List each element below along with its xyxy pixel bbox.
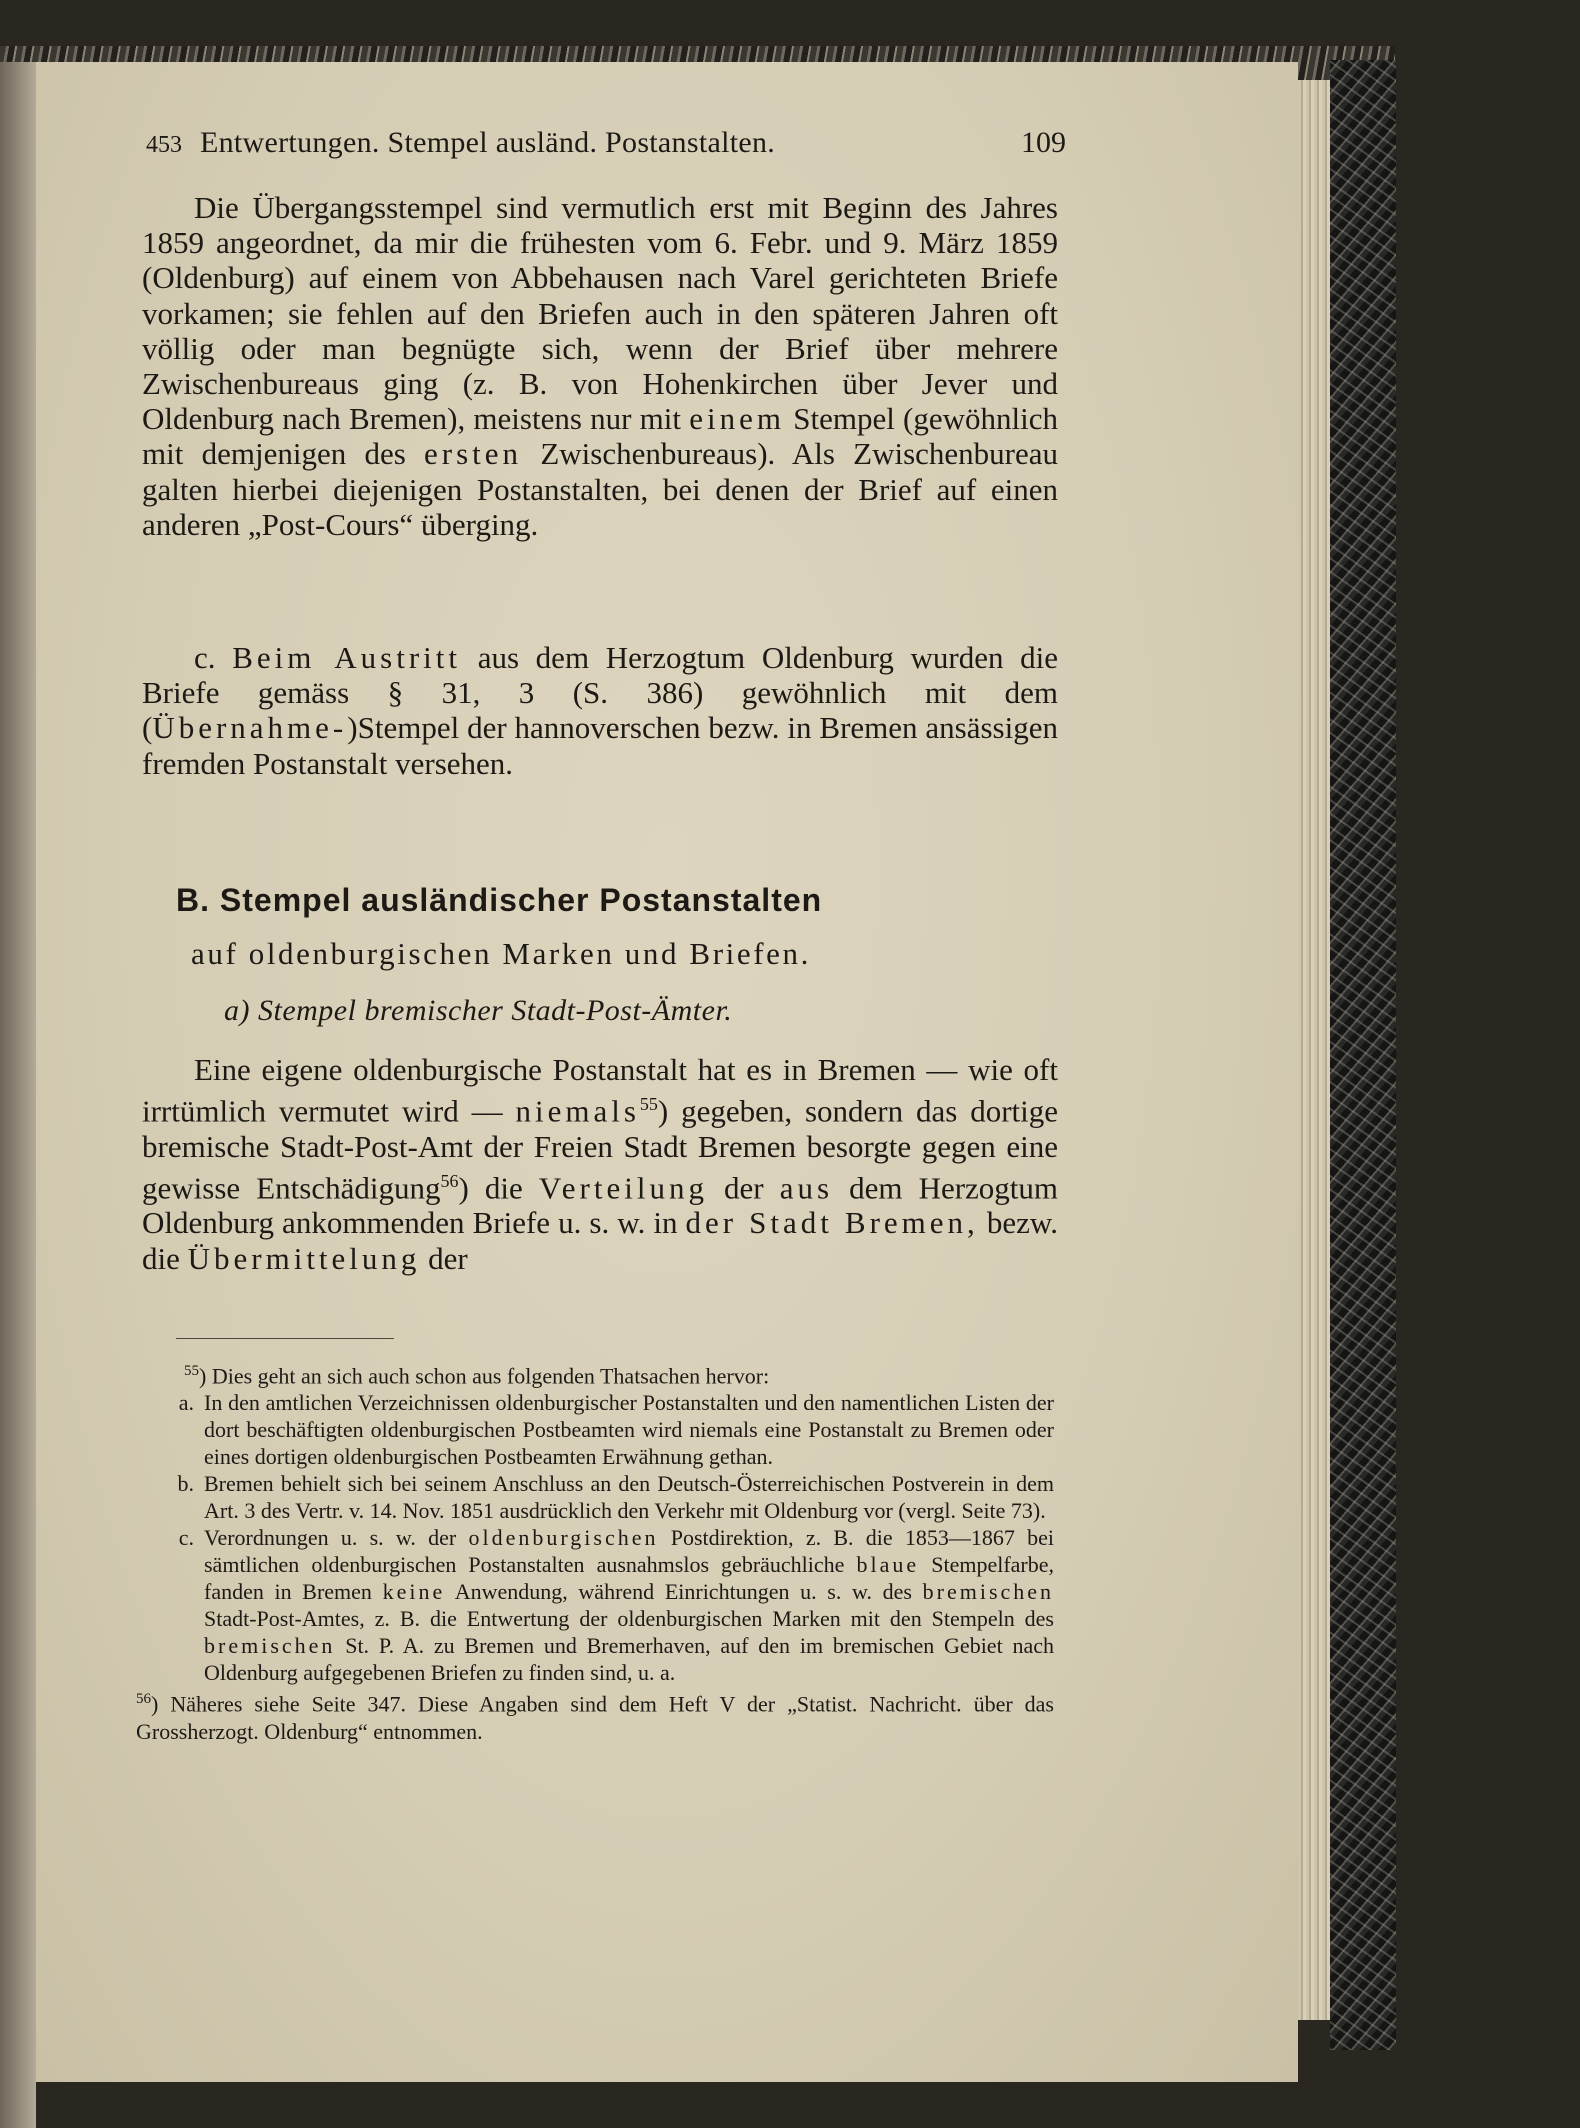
left-page-edge [0,62,36,2128]
page-number: 109 [1021,126,1066,159]
marbled-cover [1330,60,1396,2050]
footnotes [136,1358,1054,1745]
footnote-item-c: c. Verordnungen u. s. w. der oldenburgischen Postdirektion, z. B. die 1853—1867 bei sämtlichen oldenburgischen Postanstalten ausnahmslos gebräuchliche blaue Stempelfarbe, fanden in Bremen keine Anwendung, während Einrichtungen u. s. w. des bremischen Stadt-Post-Amtes, z. B. die Entwertung der oldenburgischen Marken mit den Stempeln des bremischen St. P. A. zu Bremen und Bremerhaven, auf den im bremischen Gebiet nach Oldenburg aufgegebenen Briefen zu finden sind, u. a. [178,1525,1055,1686]
header-title: Entwertungen. Stempel ausländ. Postanstalten. [200,126,776,159]
paragraph-2: c. Beim Austritt aus dem Herzogtum Oldenburg wurden die Briefe gemäss § 31, 3 (S. 386) gewöhnlich mit dem (Übernahme-)Stempel der hannoverschen bezw. in Bremen ansässigen fremden Postanstalt versehen. [142,640,1059,781]
paragraph-1: Die Übergangsstempel sind vermutlich erst mit Beginn des Jahres 1859 angeordnet, da mir die frühesten vom 6. Febr. und 9. März 1859 (Oldenburg) auf einem von Abbehausen nach Varel gerichteten Briefe vorkamen; sie fehlen auf den Briefen auch in den späteren Jahren oft völlig oder man begnügte sich, wenn der Brief über mehrere Zwischenbureaus ging (z. B. von Hohenkirchen über Jever und Oldenburg nach Bremen), meistens nur mit einem Stempel (gewöhnlich mit demjenigen des ersten Zwischenbureaus). Als Zwischenbureau galten hierbei diejenigen Postanstalten, bei denen der Brief auf einen anderen „Post-Cours“ überging. [142,190,1059,542]
footnote-55: $^{55}$) Dies geht an sich auch schon aus folgenden Thatsachen hervor: [184,1363,770,1389]
section-subheading: auf oldenburgischen Marken und Briefen. [191,936,811,971]
footnote-item-b: b. Bremen behielt sich bei seinem Anschluss an den Deutsch-Österreichischen Postverein in dem Art. 3 des Vertr. v. 14. Nov. 1851 ausdrücklich den Verkehr mit Oldenburg vor (vergl. Seite 73). [177,1471,1054,1524]
footnote-56: $^{56}$) Näheres siehe Seite 347. Diese Angaben sind dem Heft V der „Statist. Nachricht. über das Grossherzogt. Oldenburg“ entnommen. [136,1691,1054,1744]
section-heading: B. Stempel ausländischer Postanstalten [176,882,823,918]
footnote-ref-56: 56 [440,1170,459,1191]
subsection-title: a) Stempel bremischer Stadt-Post-Ämter. [224,994,733,1027]
book-page [36,62,1298,2082]
running-header [146,126,1066,170]
paragraph-3: Eine eigene oldenburgische Postanstalt hat es in Bremen — wie oft irrtümlich vermutet wird — niemals$^{55}$) gegeben, sondern das dortige bremische Stadt-Post-Amt der Freien Stadt Bremen besorgte gegen eine gewisse Entschädigung$^{56}$) die Verteilung der aus dem Herzogtum Oldenburg ankommenden Briefe u. s. w. in der Stadt Bremen, bezw. die Übermittelung der [142,1052,1059,1276]
section-number: 453 [146,132,182,158]
footnote-item-a: a. In den amtlichen Verzeichnissen oldenburgischer Postanstalten und den namentlichen Listen der dort beschäftigten oldenburgischen Postbeamten wird niemals eine Postanstalt zu Bremen oder eines dortigen oldenburgischen Postbeamten Erwähnung gethan. [178,1390,1054,1470]
footnote-separator [176,1338,394,1339]
footnote-ref-55: 55 [639,1094,658,1115]
